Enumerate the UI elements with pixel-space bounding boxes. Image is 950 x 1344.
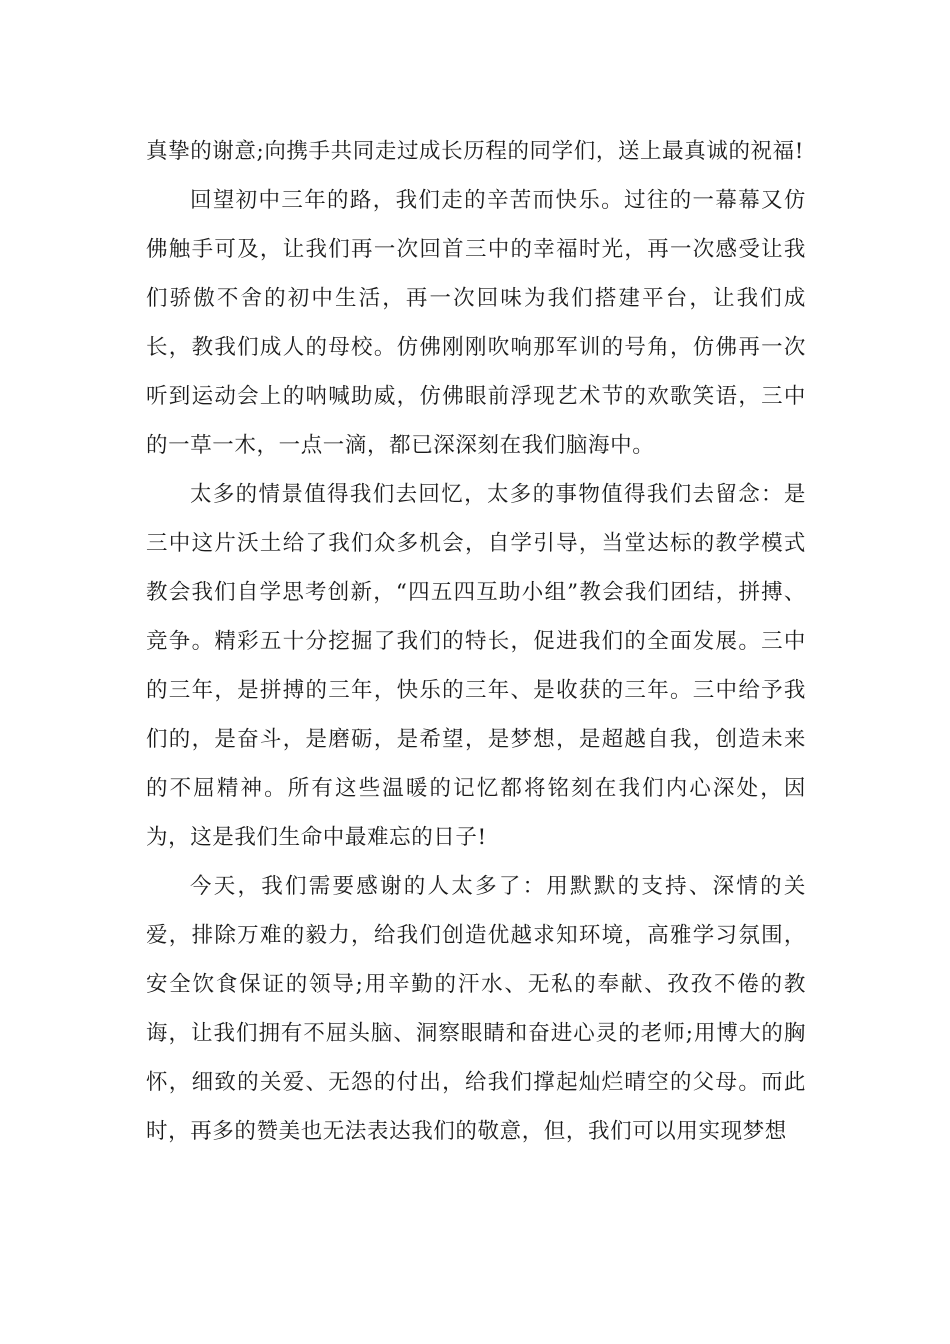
paragraph-4: 今天，我们需要感谢的人太多了：用默默的支持、深情的关爱，排除万难的毅力，给我们创造优越求知环境，高雅学习氛围，安全饮食保证的领导;用辛勤的汗水、无私的奉献、孜孜不倦的教诲，让我们拥有不屈头脑、洞察眼睛和奋进心灵的老师;用博大的胸怀，细致的关爱、无怨的付出，给我们撑起灿烂晴空的父母。而此时，再多的赞美也无法表达我们的敬意，但，我们可以用实现梦想 bbox=[146, 874, 806, 1144]
document-body bbox=[146, 127, 806, 1156]
paragraph-1: 真挚的谢意;向携手共同走过成长历程的同学们，送上最真诚的祝福! bbox=[146, 139, 804, 164]
paragraph-3: 太多的情景值得我们去回忆，太多的事物值得我们去留念：是三中这片沃土给了我们众多机会，自学引导，当堂达标的教学模式教会我们自学思考创新，“四五四互助小组”教会我们团结，拼搏、竞争。精彩五十分挖掘了我们的特长，促进我们的全面发展。三中的三年，是拼搏的三年，快乐的三年、是收获的三年。三中给予我们的，是奋斗，是磨砺，是希望，是梦想，是超越自我，创造未来的不屈精神。所有这些温暖的记忆都将铭刻在我们内心深处，因为，这是我们生命中最难忘的日子! bbox=[146, 482, 806, 850]
paragraph-2: 回望初中三年的路，我们走的辛苦而快乐。过往的一幕幕又仿佛触手可及，让我们再一次回首三中的幸福时光，再一次感受让我们骄傲不舍的初中生活，再一次回味为我们搭建平台，让我们成长，教我们成人的母校。仿佛刚刚吹响那军训的号角，仿佛再一次听到运动会上的呐喊助威，仿佛眼前浮现艺术节的欢歌笑语，三中的一草一木，一点一滴，都已深深刻在我们脑海中。 bbox=[146, 188, 806, 458]
